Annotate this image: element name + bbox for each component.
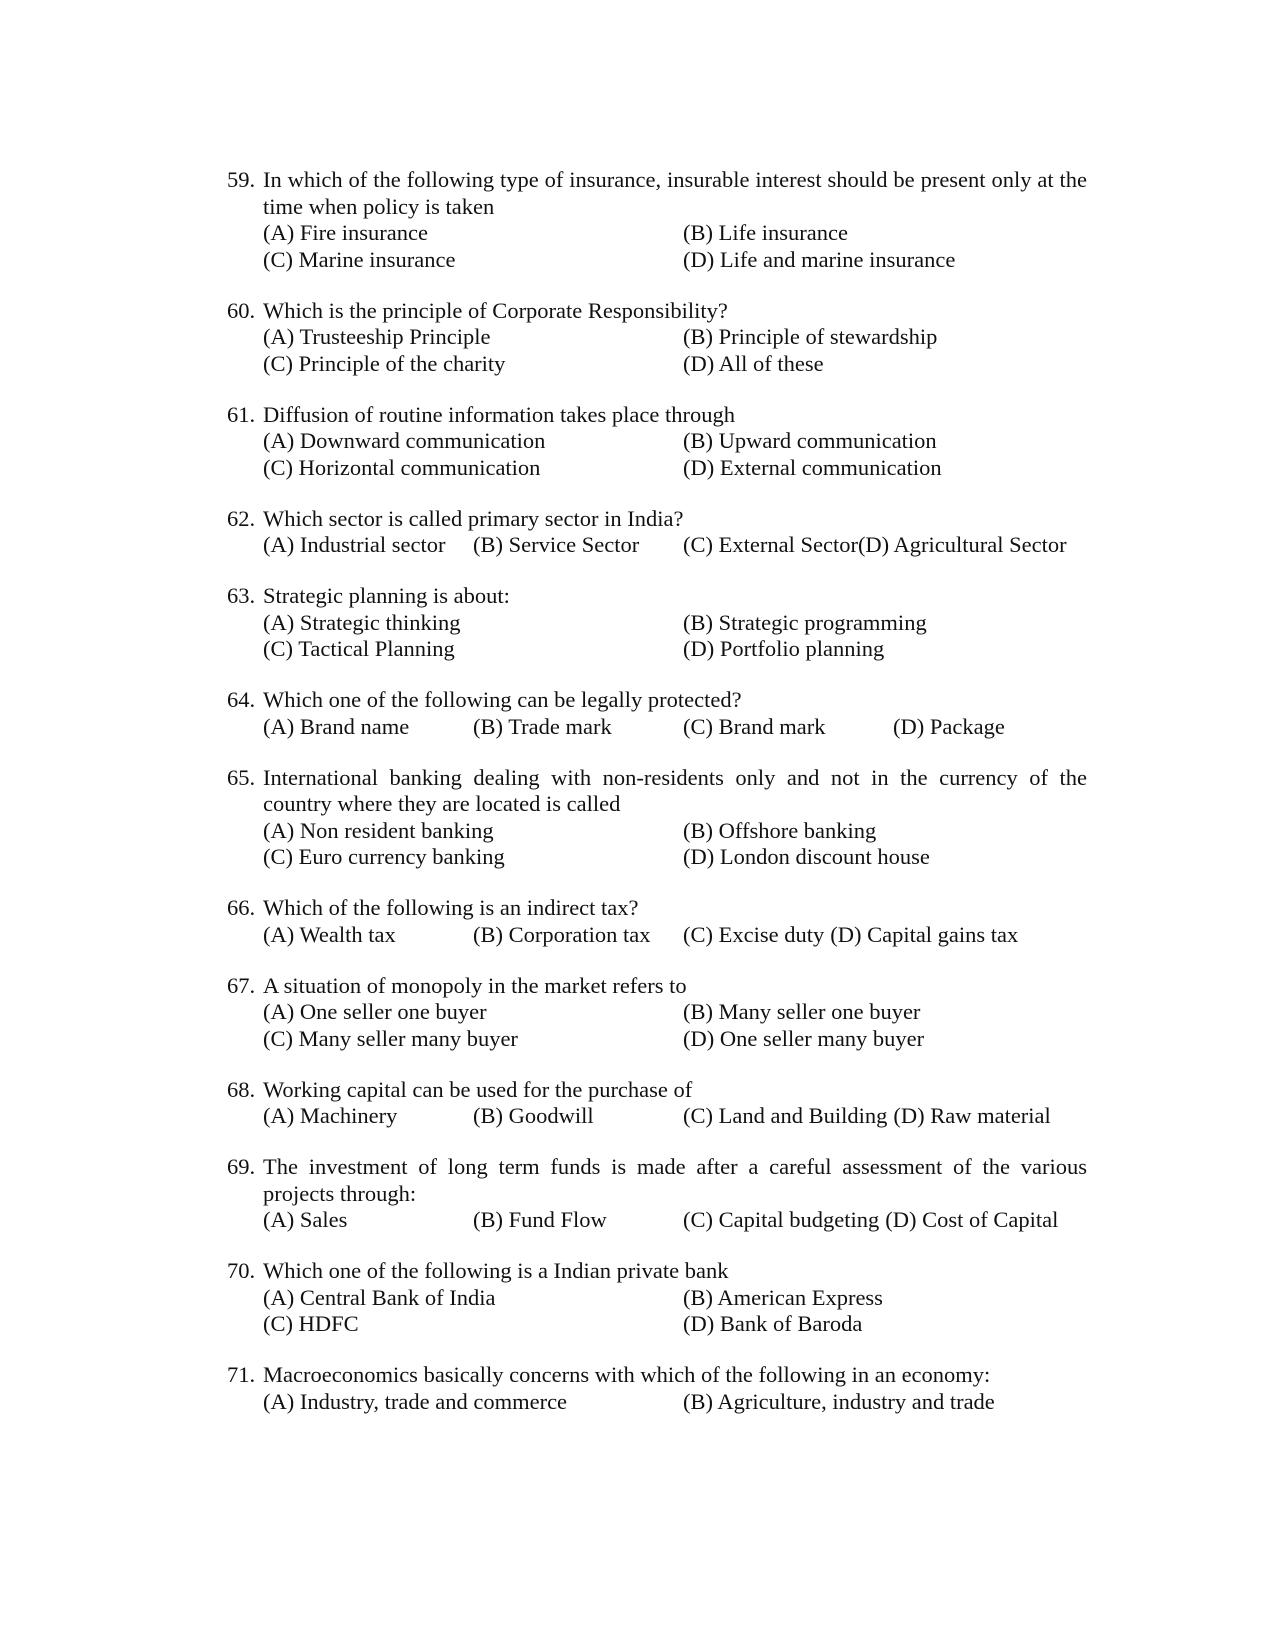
option-c: (C) External Sector — [683, 532, 858, 557]
question-text: Which of the following is an indirect tax? — [263, 895, 639, 920]
option-a: (A) Wealth tax — [263, 921, 396, 947]
option-d: (D) All of these — [683, 350, 824, 376]
question-text: Strategic planning is about: — [263, 583, 510, 608]
question-68 — [227, 1077, 1087, 1130]
option-b: (B) Service Sector — [473, 532, 640, 557]
option-d: (D) Raw material — [893, 1103, 1051, 1128]
question-number: 67. — [227, 972, 256, 998]
option-b: (B) Corporation tax — [473, 921, 651, 947]
option-b: (B) Life insurance — [683, 220, 848, 245]
question-text: Which one of the following is a Indian private bank — [263, 1258, 729, 1283]
question-66 — [227, 895, 1087, 948]
option-a: (A) Machinery — [263, 1103, 398, 1128]
question-number: 69. — [227, 1154, 256, 1179]
option-b: (B) Offshore banking — [683, 817, 877, 843]
question-number: 59. — [227, 167, 256, 192]
option-d: (D) External communication — [683, 454, 942, 480]
question-text: Diffusion of routine information takes place through — [263, 401, 735, 427]
question-number: 64. — [227, 687, 256, 712]
option-c: (C) HDFC — [263, 1311, 359, 1336]
option-a: (A) Brand name — [263, 713, 410, 739]
option-b: (B) American Express — [683, 1284, 883, 1310]
option-c: (C) Brand mark — [683, 713, 826, 739]
option-b: (B) Goodwill — [473, 1103, 594, 1128]
option-b: (B) Agriculture, industry and trade — [683, 1388, 995, 1414]
question-number: 66. — [227, 895, 256, 920]
question-number: 71. — [227, 1362, 256, 1387]
question-number: 70. — [227, 1258, 256, 1283]
question-67 — [227, 973, 1087, 1053]
option-b: (B) Strategic programming — [683, 609, 927, 635]
question-number: 60. — [227, 297, 256, 323]
option-d: (D) Cost of Capital — [885, 1207, 1059, 1232]
option-a: (A) Trusteeship Principle — [263, 324, 491, 349]
option-c: (C) Land and Building — [683, 1103, 888, 1128]
option-b: (B) Principle of stewardship — [683, 324, 938, 349]
option-d: (D) Capital gains tax — [830, 921, 1019, 947]
option-c: (C) Horizontal communication — [263, 454, 541, 480]
question-list — [227, 167, 1087, 1440]
option-a: (A) Industry, trade and commerce — [263, 1388, 568, 1414]
option-a: (A) Fire insurance — [263, 220, 428, 245]
option-a: (A) Central Bank of India — [263, 1284, 496, 1310]
option-c: (C) Principle of the charity — [263, 350, 506, 376]
option-a: (A) Strategic thinking — [263, 609, 461, 635]
question-number: 63. — [227, 583, 256, 608]
option-d: (D) Bank of Baroda — [683, 1311, 863, 1336]
question-65 — [227, 765, 1087, 871]
question-number: 61. — [227, 401, 256, 427]
option-d: (D) Life and marine insurance — [683, 246, 956, 272]
option-a: (A) Industrial sector — [263, 532, 446, 557]
option-a: (A) Non resident banking — [263, 817, 494, 843]
question-text: Working capital can be used for the purchase of — [263, 1076, 693, 1102]
question-63 — [227, 583, 1087, 663]
question-text: A situation of monopoly in the market refers to — [263, 972, 687, 998]
question-61 — [227, 402, 1087, 482]
option-d: (D) One seller many buyer — [683, 1025, 925, 1051]
question-59 — [227, 167, 1087, 273]
question-number: 68. — [227, 1076, 256, 1102]
option-b: (B) Upward communication — [683, 428, 937, 453]
option-c: (C) Many seller many buyer — [263, 1025, 518, 1051]
option-c: (C) Excise duty — [683, 921, 825, 947]
question-69 — [227, 1154, 1087, 1234]
option-c: (C) Capital budgeting — [683, 1207, 880, 1232]
option-c: (C) Tactical Planning — [263, 636, 455, 661]
option-b: (B) Fund Flow — [473, 1207, 607, 1232]
question-71 — [227, 1362, 1087, 1415]
option-c: (C) Marine insurance — [263, 246, 456, 272]
question-text: Which sector is called primary sector in India? — [263, 505, 684, 531]
question-text: Which one of the following can be legally protected? — [263, 687, 742, 712]
question-62 — [227, 506, 1087, 559]
option-b: (B) Trade mark — [473, 713, 612, 739]
option-c: (C) Euro currency banking — [263, 844, 505, 869]
question-70 — [227, 1258, 1087, 1338]
question-64 — [227, 687, 1087, 740]
option-a: (A) Sales — [263, 1207, 348, 1232]
question-text: International banking dealing with non-residents only and not in the currency of the country where they are located is called — [263, 764, 1087, 816]
option-b: (B) Many seller one buyer — [683, 999, 921, 1024]
question-number: 65. — [227, 764, 256, 790]
question-text: The investment of long term funds is made after a careful assessment of the various projects through: — [263, 1154, 1087, 1206]
option-d: (D) Package — [893, 713, 1005, 739]
option-a: (A) Downward communication — [263, 428, 546, 453]
question-text: Which is the principle of Corporate Responsibility? — [263, 297, 728, 323]
question-text: Macroeconomics basically concerns with which of the following in an economy: — [263, 1362, 991, 1387]
option-d: (D) Portfolio planning — [683, 636, 885, 661]
option-a: (A) One seller one buyer — [263, 999, 487, 1024]
option-d: (D) London discount house — [683, 844, 930, 869]
question-number: 62. — [227, 505, 256, 531]
option-d: (D) Agricultural Sector — [857, 532, 1067, 557]
question-60 — [227, 298, 1087, 378]
question-text: In which of the following type of insurance, insurable interest should be present only at the time when policy is taken — [263, 167, 1087, 219]
